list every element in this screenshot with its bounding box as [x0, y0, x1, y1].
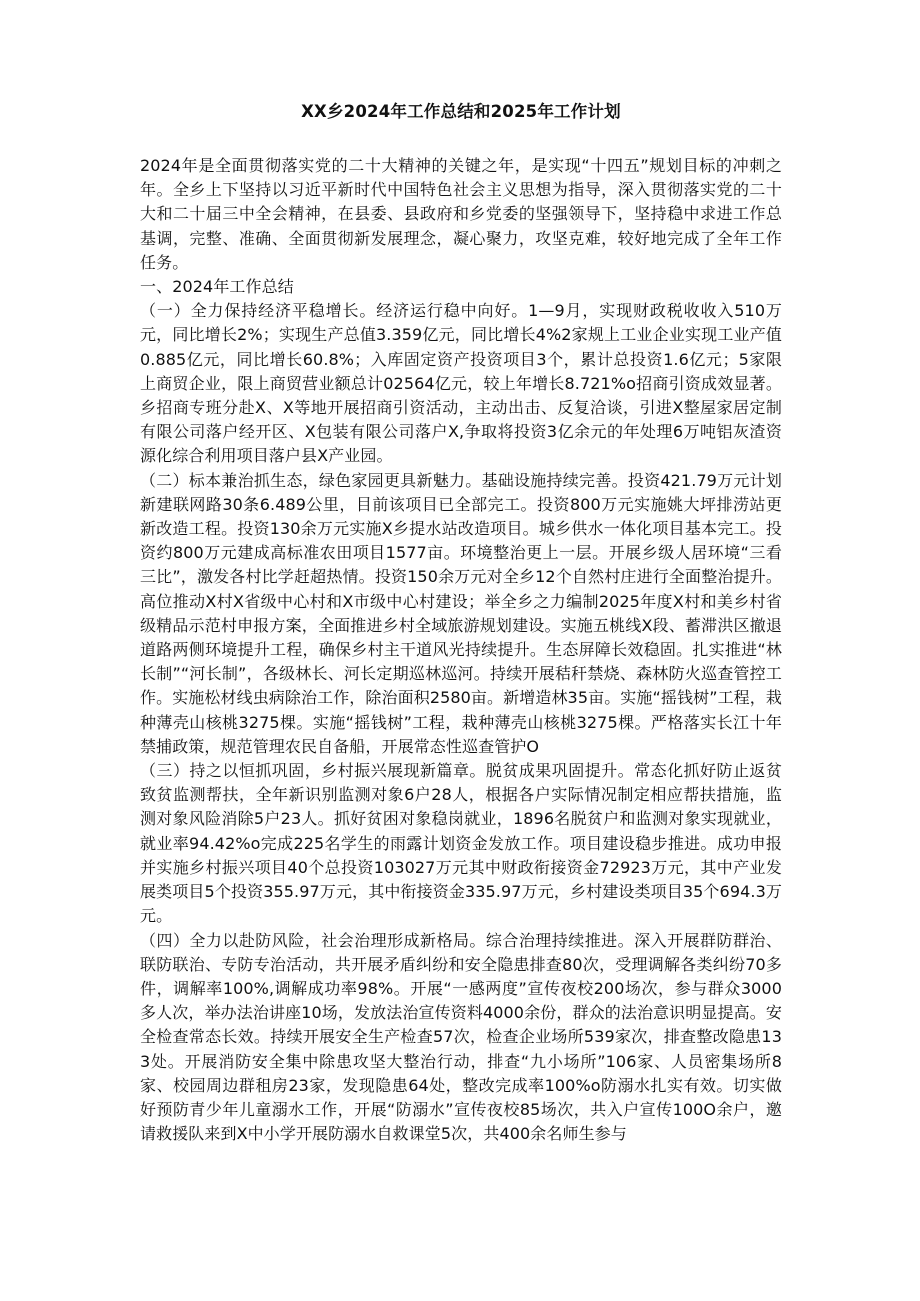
- document-page: [140, 100, 782, 1146]
- section-heading: 一、2024年工作总结: [140, 277, 294, 297]
- intro-paragraph: 2024年是全面贯彻落实党的二十大精神的关键之年，是实现“十四五”规划目标的冲刺之年。全乡上下坚持以习近平新时代中国特色社会主义思想为指导，深入贯彻落实党的二十大和二十届三中全会精神，在县委、县政府和乡党委的坚强领导下，坚持稳中求进工作总基调，完整、准确、全面贯彻新发展理念，凝心聚力，攻坚克难，较好地完成了全年工作任务。: [140, 156, 782, 272]
- paragraph-ecology: （二）标本兼治抓生态，绿色家园更具新魅力。基础设施持续完善。投资421.79万元计划新建联网路30条6.489公里，目前该项目已全部完工。投资800万元实施姚大坪排涝站更新改造工程。投资130余万元实施X乡提水站改造项目。城乡供水一体化项目基本完工。投资约800万元建成高标准农田项目1577亩。环境整治更上一层。开展乡级人居环境“三看三比”，激发各村比学赶超热情。投资150余万元对全乡12个自然村庄进行全面整治提升。高位推动X村X省级中心村和X市级中心村建设；举全乡之力编制2025年度X村和美乡村省级精品示范村申报方案，全面推进乡村全域旅游规划建设。实施五桃线X段、蓄滞洪区撤退道路两侧环境提升工程，确保乡村主干道风光持续提升。生态屏障长效稳固。扎实推进“林长制”“河长制”，各级林长、河长定期巡林巡河。持续开展秸秆禁烧、森林防火巡查管控工作。实施松材线虫病除治工作，除治面积2580亩。新增造林35亩。实施“摇钱树”工程，栽种薄壳山核桃3275棵。实施“摇钱树”工程，栽种薄壳山核桃3275棵。严格落实长江十年禁捕政策，规范管理农民自备船，开展常态性巡查管护O: [140, 470, 782, 756]
- paragraph-rural-revitalization: （三）持之以恒抓巩固，乡村振兴展现新篇章。脱贫成果巩固提升。常态化抓好防止返贫致贫监测帮扶，全年新识别监测对象6户28人，根据各户实际情况制定相应帮扶措施，监测对象风险消除5户23人。抓好贫困对象稳岗就业，1896名脱贫户和监测对象实现就业，就业率94.42%o完成225名学生的雨露计划资金发放工作。项目建设稳步推进。成功申报并实施乡村振兴项目40个总投资103027万元其中财政衔接资金72923万元，其中产业发展类项目5个投资355.97万元，其中衔接资金335.97万元，乡村建设类项目35个694.3万元。: [140, 761, 782, 926]
- document-title: XX乡2024年工作总结和2025年工作计划: [301, 102, 621, 121]
- document-body: [140, 154, 782, 1146]
- paragraph-risk-prevention: （四）全力以赴防风险，社会治理形成新格局。综合治理持续推进。深入开展群防群治、联防联治、专防专治活动，共开展矛盾纠纷和安全隐患排查80次，受理调解各类纠纷70多件，调解率100%,调解成功率98%。开展“一感两度”宣传夜校200场次，参与群众3000多人次，举办法治讲座10场，发放法治宣传资料4000余份，群众的法治意识明显提高。安全检查常态长效。持续开展安全生产检查57次，检查企业场所539家次，排查整改隐患133处。开展消防安全集中除患攻坚大整治行动，排查“九小场所”106家、人员密集场所8家、校园周边群租房23家，发现隐患64处，整改完成率100%o防溺水扎实有效。切实做好预防青少年儿童溺水工作，开展“防溺水”宣传夜校85场次，共入户宣传100O余户，邀请救援队来到X中小学开展防溺水自救课堂5次，共400余名师生参与: [140, 930, 782, 1144]
- paragraph-economy: （一）全力保持经济平稳增长。经济运行稳中向好。1—9月，实现财政税收收入510万元，同比增长2%；实现生产总值3.359亿元，同比增长4%2家规上工业企业实现工业产值0.885亿元，同比增长60.8%；入库固定资产投资项目3个，累计总投资1.6亿元；5家限上商贸企业，限上商贸营业额总计02564亿元，较上年增长8.721%o招商引资成效显著。乡招商专班分赴X、X等地开展招商引资活动，主动出击、反复洽谈，引进X整屋家居定制有限公司落户经开区、X包装有限公司落户X,争取将投资3亿余元的年处理6万吨铝灰渣资源化综合利用项目落户县X产业园。: [140, 301, 782, 466]
